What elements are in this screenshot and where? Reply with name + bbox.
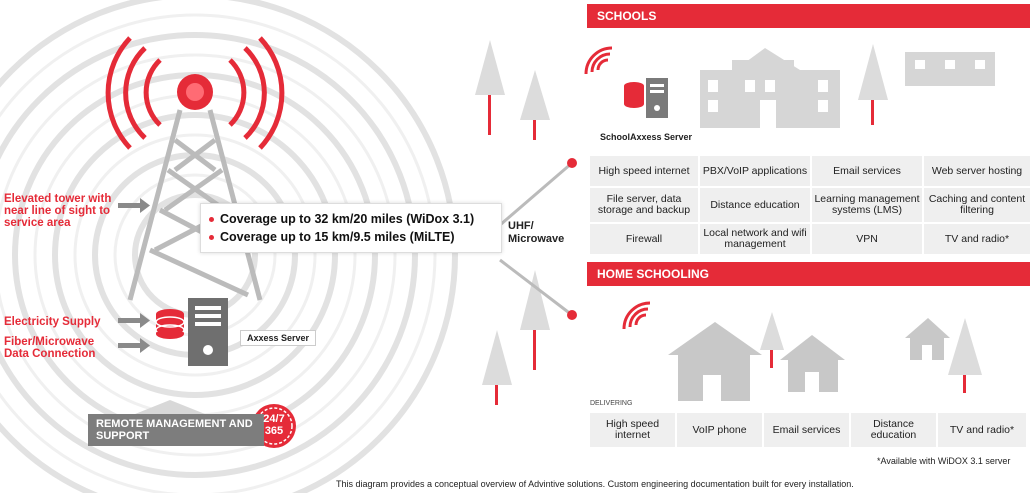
service-cell: Caching and content filtering bbox=[924, 188, 1030, 222]
school-server-label: SchoolAxxess Server bbox=[600, 132, 693, 142]
coverage-widox: Coverage up to 32 km/20 miles (WiDox 3.1) bbox=[220, 212, 475, 226]
remote-management-label: REMOTE MANAGEMENT AND SUPPORT bbox=[88, 414, 264, 446]
footnote: *Available with WiDOX 3.1 server bbox=[877, 456, 1011, 466]
electricity-label: Electricity Supply bbox=[4, 316, 101, 328]
delivering-label: DELIVERING bbox=[590, 400, 633, 407]
home-services-grid bbox=[590, 413, 1030, 447]
tree-icon bbox=[858, 44, 888, 125]
school-server-icon bbox=[624, 78, 668, 118]
support-badge-top: 24/7 bbox=[263, 413, 285, 425]
service-cell: VPN bbox=[812, 224, 922, 254]
service-cell: PBX/VoIP applications bbox=[700, 156, 810, 186]
coverage-milte: Coverage up to 15 km/9.5 miles (MiLTE) bbox=[220, 230, 455, 244]
schools-header: SCHOOLS bbox=[587, 4, 1030, 28]
service-cell: Email services bbox=[812, 156, 922, 186]
axxess-server-label: Axxess Server bbox=[240, 330, 316, 346]
home-schooling-header: HOME SCHOOLING bbox=[587, 262, 1030, 286]
service-cell: TV and radio* bbox=[938, 413, 1026, 447]
bullet-icon bbox=[209, 235, 214, 240]
service-cell: High speed internet bbox=[590, 413, 675, 447]
elevated-tower-label: Elevated tower with near line of sight to service area bbox=[4, 193, 112, 229]
service-cell: Distance education bbox=[851, 413, 936, 447]
support-badge-bottom: 365 bbox=[264, 425, 284, 437]
service-cell: Learning management systems (LMS) bbox=[812, 188, 922, 222]
service-cell: Email services bbox=[764, 413, 849, 447]
service-cell: Distance education bbox=[700, 188, 810, 222]
wifi-icon bbox=[624, 303, 650, 329]
service-cell: Firewall bbox=[590, 224, 698, 254]
link-endpoint-icon bbox=[567, 158, 577, 168]
link-endpoint-icon bbox=[567, 310, 577, 320]
bullet-icon bbox=[209, 217, 214, 222]
service-cell: Web server hosting bbox=[924, 156, 1030, 186]
service-cell: High speed internet bbox=[590, 156, 698, 186]
service-cell: Local network and wifi management bbox=[700, 224, 810, 254]
link-label: UHF/ Microwave bbox=[508, 220, 565, 245]
house-icon bbox=[668, 318, 950, 401]
schools-services-grid bbox=[590, 156, 1030, 254]
coverage-box bbox=[200, 203, 502, 253]
wifi-icon bbox=[586, 48, 612, 74]
disclaimer: This diagram provides a conceptual overview of Advintive solutions. Custom engineering documentation built for every installation. bbox=[336, 479, 854, 489]
service-cell: VoIP phone bbox=[677, 413, 762, 447]
service-cell: File server, data storage and backup bbox=[590, 188, 698, 222]
support-badge bbox=[258, 413, 290, 437]
service-cell: TV and radio* bbox=[924, 224, 1030, 254]
school-building-icon bbox=[700, 48, 995, 128]
fiber-label: Fiber/Microwave Data Connection bbox=[4, 336, 96, 360]
